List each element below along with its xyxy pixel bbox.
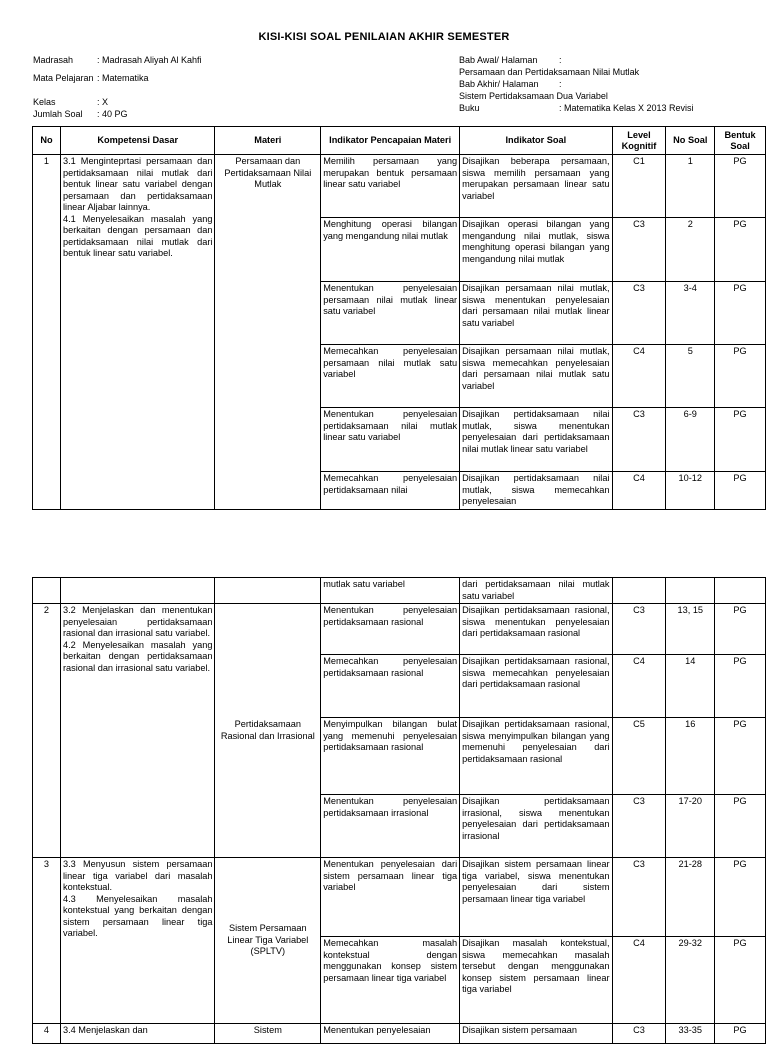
cell-level: C1	[612, 155, 666, 218]
cell-level: C3	[612, 282, 666, 345]
cell-no-soal	[666, 578, 715, 604]
info-label: Kelas	[33, 97, 56, 107]
cell-indikator-soal: Disajikan pertidaksamaan rasional, siswa menyimpulkan bilangan yang memenuhi penyelesaian dari pertidaksamaan rasional	[460, 718, 612, 795]
cell-bentuk: PG	[715, 218, 766, 282]
info-value: : Madrasah Aliyah Al Kahfi	[97, 55, 202, 65]
cell-level: C3	[612, 858, 666, 937]
cell-bentuk: PG	[715, 604, 766, 655]
cell-bentuk: PG	[715, 155, 766, 218]
cell-materi	[215, 578, 321, 604]
bab-awal-label: Bab Awal/ Halaman	[459, 55, 538, 65]
cell-indikator-pencapaian: Menghitung operasi bilangan yang mengandung nilai mutlak	[321, 218, 460, 282]
cell-indikator-pencapaian: mutlak satu variabel	[321, 578, 460, 604]
cell-indikator-pencapaian: Menentukan penyelesaian pertidaksamaan nilai mutlak linear satu variabel	[321, 408, 460, 472]
cell-indikator-pencapaian: Memecahkan penyelesaian persamaan nilai mutlak satu variabel	[321, 345, 460, 408]
cell-indikator-pencapaian: Menentukan penyelesaian persamaan nilai mutlak linear satu variabel	[321, 282, 460, 345]
table-row	[33, 858, 766, 937]
cell-no-soal: 16	[666, 718, 715, 795]
cell-indikator-soal: Disajikan sistem persamaan	[460, 1024, 612, 1044]
cell-materi: Pertidaksamaan Rasional dan Irrasional	[215, 604, 321, 858]
cell-kompetensi-dasar: 3.3 Menyusun sistem persamaan linear tiga variabel dari masalah kontekstual. 4.3 Menyelesaikan masalah kontekstual yang berkaitan dengan sistem persamaan linear tiga variabel.	[60, 858, 214, 1024]
header-no: No	[33, 127, 61, 155]
cell-bentuk: PG	[715, 655, 766, 718]
info-value: : 40 PG	[97, 109, 128, 119]
header-kompetensi-dasar: Kompetensi Dasar	[60, 127, 214, 155]
cell-indikator-soal: Disajikan masalah kontekstual, siswa memecahkan masalah tersebut dengan menggunakan konsep sistem persamaan linear tiga variabel	[460, 937, 612, 1024]
cell-indikator-pencapaian: Menentukan penyelesaian dari sistem persamaan linear tiga variabel	[321, 858, 460, 937]
cell-indikator-soal: Disajikan persamaan nilai mutlak, siswa memecahkan penyelesaian dari persamaan nilai mutlak satu variabel	[460, 345, 612, 408]
cell-bentuk: PG	[715, 345, 766, 408]
cell-no-soal: 33-35	[666, 1024, 715, 1044]
cell-level: C3	[612, 1024, 666, 1044]
cell-indikator-pencapaian: Menentukan penyelesaian pertidaksamaan irrasional	[321, 795, 460, 858]
cell-bentuk: PG	[715, 282, 766, 345]
header-bentuk-soal: Bentuk Soal	[715, 127, 766, 155]
cell-indikator-pencapaian: Menyimpulkan bilangan bulat yang memenuhi penyelesaian pertidaksamaan rasional	[321, 718, 460, 795]
cell-materi: Persamaan dan Pertidaksamaan Nilai Mutlak	[215, 155, 321, 510]
bab-akhir-label: Bab Akhir/ Halaman	[459, 79, 539, 89]
info-kelas	[33, 96, 202, 108]
cell-materi: Sistem Persamaan Linear Tiga Variabel (SPLTV)	[215, 858, 321, 1024]
cell-indikator-pencapaian: Memecahkan penyelesaian pertidaksamaan rasional	[321, 655, 460, 718]
info-mapel	[33, 72, 202, 84]
right-info-block	[459, 54, 694, 114]
cell-indikator-soal: dari pertidaksamaan nilai mutlak satu variabel	[460, 578, 612, 604]
cell-no-soal: 6-9	[666, 408, 715, 472]
cell-bentuk: PG	[715, 1024, 766, 1044]
bab-akhir-sep: :	[559, 79, 562, 89]
cell-indikator-pencapaian: Memecahkan masalah kontekstual dengan menggunakan konsep sistem persamaan linear tiga variabel	[321, 937, 460, 1024]
buku-value: : Matematika Kelas X 2013 Revisi	[559, 103, 694, 113]
cell-level: C3	[612, 408, 666, 472]
cell-no-soal: 3-4	[666, 282, 715, 345]
cell-bentuk: PG	[715, 795, 766, 858]
cell-no	[33, 578, 61, 604]
cell-level: C4	[612, 345, 666, 408]
info-value: : X	[97, 97, 109, 107]
cell-no: 4	[33, 1024, 61, 1044]
bab-awal-sep: :	[559, 55, 562, 65]
cell-indikator-soal: Disajikan pertidaksamaan rasional, siswa menentukan penyelesaian dari pertidaksamaan rasional	[460, 604, 612, 655]
cell-level: C3	[612, 604, 666, 655]
cell-no-soal: 1	[666, 155, 715, 218]
cell-indikator-soal: Disajikan beberapa persamaan, siswa memilih persamaan yang merupakan persamaan linear satu variabel	[460, 155, 612, 218]
document-title: KISI-KISI SOAL PENILAIAN AKHIR SEMESTER	[258, 31, 510, 43]
bab-awal-value: Persamaan dan Pertidaksamaan Nilai Mutlak	[459, 67, 640, 77]
table-row	[33, 155, 766, 218]
buku-label: Buku	[459, 103, 480, 113]
cell-level: C3	[612, 218, 666, 282]
cell-kompetensi-dasar: 3.4 Menjelaskan dan	[60, 1024, 214, 1044]
cell-indikator-soal: Disajikan persamaan nilai mutlak, siswa menentukan penyelesaian dari persamaan nilai mutlak linear satu variabel	[460, 282, 612, 345]
cell-no-soal: 10-12	[666, 472, 715, 510]
info-label: Mata Pelajaran	[33, 73, 94, 83]
cell-indikator-soal: Disajikan pertidaksamaan nilai mutlak, siswa menentukan penyelesaian dari pertidaksamaan nilai mutlak linear satu variabel	[460, 408, 612, 472]
cell-indikator-soal: Disajikan pertidaksamaan nilai mutlak, siswa memecahkan penyelesaian	[460, 472, 612, 510]
cell-kompetensi-dasar: 3.2 Menjelaskan dan menentukan penyelesaian pertidaksamaan rasional dan irrasional satu variabel. 4.2 Menyelesaikan masalah yang berkaitan dengan pertidaksamaan rasional dan irrasional satu variabel.	[60, 604, 214, 858]
cell-indikator-soal: Disajikan sistem persamaan linear tiga variabel, siswa menentukan penyelesaian dari sistem persamaan linear tiga variabel	[460, 858, 612, 937]
cell-bentuk: PG	[715, 718, 766, 795]
cell-bentuk: PG	[715, 937, 766, 1024]
cell-bentuk: PG	[715, 472, 766, 510]
info-value: : Matematika	[97, 73, 149, 83]
table-row	[33, 1024, 766, 1044]
cell-bentuk: PG	[715, 858, 766, 937]
bab-akhir-value: Sistem Pertidaksamaan Dua Variabel	[459, 91, 608, 101]
cell-indikator-soal: Disajikan pertidaksamaan rasional, siswa memecahkan penyelesaian dari pertidaksamaan rasional	[460, 655, 612, 718]
table-row-continued	[33, 578, 766, 604]
kisi-table-page-2	[32, 577, 766, 1044]
table-row	[33, 604, 766, 655]
header-indikator-pencapaian: Indikator Pencapaian Materi	[321, 127, 460, 155]
cell-indikator-pencapaian: Memilih persamaan yang merupakan bentuk persamaan linear satu variabel	[321, 155, 460, 218]
cell-no: 3	[33, 858, 61, 1024]
left-info-block	[33, 54, 202, 120]
cell-level: C3	[612, 795, 666, 858]
cell-no-soal: 17-20	[666, 795, 715, 858]
cell-indikator-pencapaian: Menentukan penyelesaian pertidaksamaan rasional	[321, 604, 460, 655]
info-label: Jumlah Soal	[33, 109, 83, 119]
header-row	[33, 127, 766, 155]
cell-kompetensi-dasar	[60, 578, 214, 604]
cell-indikator-soal: Disajikan operasi bilangan yang mengandung nilai mutlak, siswa menghitung operasi bilangan yang mengandung nilai mutlak	[460, 218, 612, 282]
cell-indikator-pencapaian: Menentukan penyelesaian	[321, 1024, 460, 1044]
cell-no-soal: 2	[666, 218, 715, 282]
cell-level: C4	[612, 655, 666, 718]
cell-level: C4	[612, 472, 666, 510]
cell-no-soal: 13, 15	[666, 604, 715, 655]
cell-level: C4	[612, 937, 666, 1024]
header-materi: Materi	[215, 127, 321, 155]
cell-no: 2	[33, 604, 61, 858]
cell-no-soal: 29-32	[666, 937, 715, 1024]
kisi-table-page-1	[32, 126, 766, 510]
cell-bentuk: PG	[715, 408, 766, 472]
cell-no-soal: 5	[666, 345, 715, 408]
cell-level	[612, 578, 666, 604]
cell-no-soal: 21-28	[666, 858, 715, 937]
cell-indikator-soal: Disajikan pertidaksamaan irrasional, siswa menentukan penyelesaian dari pertidaksamaan irrasional	[460, 795, 612, 858]
cell-no-soal: 14	[666, 655, 715, 718]
cell-bentuk	[715, 578, 766, 604]
header-level-kognitif: Level Kognitif	[612, 127, 666, 155]
cell-indikator-pencapaian: Memecahkan penyelesaian pertidaksamaan nilai	[321, 472, 460, 510]
header-indikator-soal: Indikator Soal	[460, 127, 612, 155]
cell-materi: Sistem	[215, 1024, 321, 1044]
info-jumlah	[33, 108, 202, 120]
info-madrasah	[33, 54, 202, 66]
header-no-soal: No Soal	[666, 127, 715, 155]
info-label: Madrasah	[33, 55, 74, 65]
cell-no: 1	[33, 155, 61, 510]
cell-kompetensi-dasar: 3.1 Menginteprtasi persamaan dan pertidaksamaan nilai mutlak dari bentuk linear satu variabel dengan persamaan dan pertidaksamaan linear Aljabar lainnya. 4.1 Menyelesaikan masalah yang berkaitan dengan persamaan dan pertidaksamaan nilai mutlak dari bentuk linear satu variabel.	[60, 155, 214, 510]
cell-level: C5	[612, 718, 666, 795]
